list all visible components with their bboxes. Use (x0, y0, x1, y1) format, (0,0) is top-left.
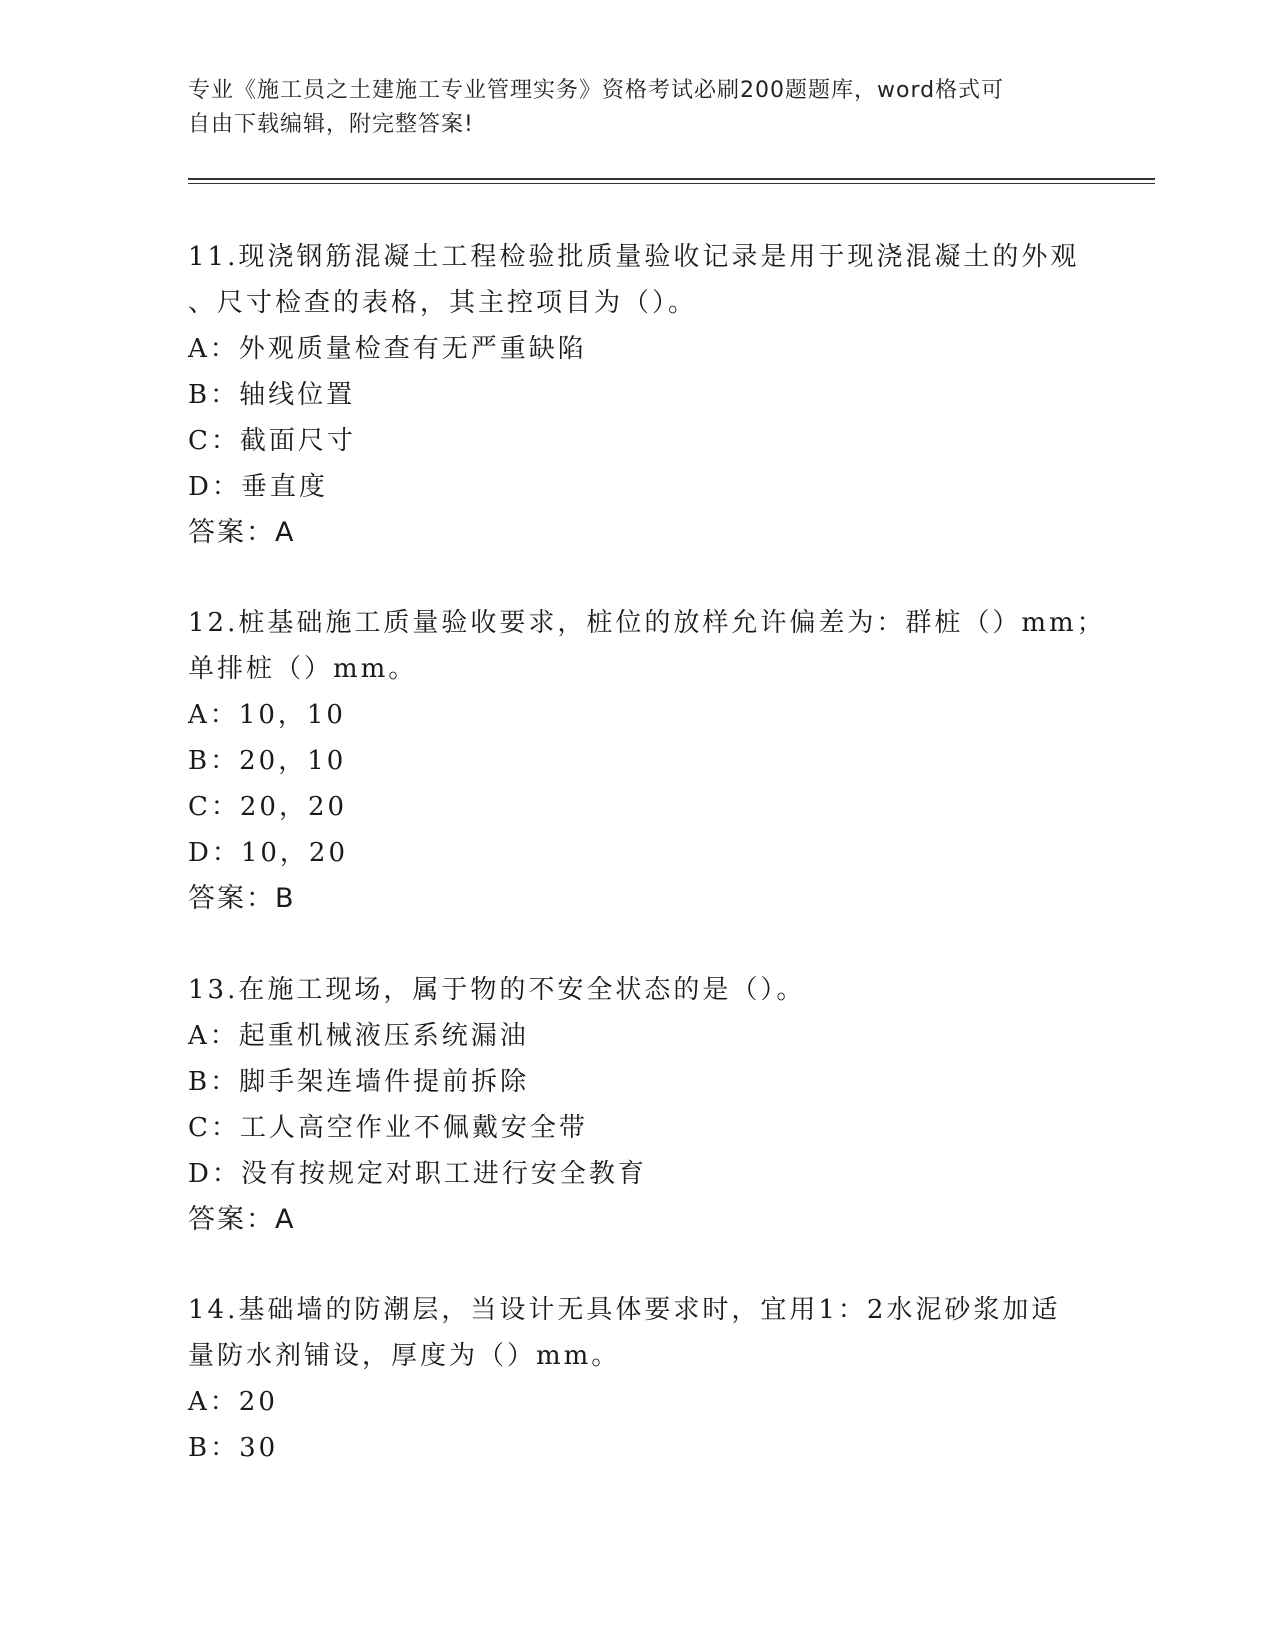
question-13 (188, 967, 1088, 1243)
header-line-1: 专业《施工员之土建施工专业管理实务》资格考试必刷200题题库，word格式可 (188, 78, 1005, 103)
header-line-2: 自由下载编辑，附完整答案! (188, 112, 474, 137)
question-stem-line: 12.桩基础施工质量验收要求，桩位的放样允许偏差为：群桩（）mm； (188, 608, 1106, 638)
option-b: B：轴线位置 (188, 380, 356, 410)
question-stem-line: 量防水剂铺设，厚度为（）mm。 (188, 1341, 621, 1371)
answer-label: 答案：A (188, 517, 296, 548)
question-11 (188, 234, 1088, 556)
option-b: B：30 (188, 1433, 279, 1463)
option-a: A：20 (188, 1387, 278, 1417)
header-divider-thin (188, 183, 1155, 184)
option-c: C：工人高空作业不佩戴安全带 (188, 1113, 588, 1143)
question-14 (188, 1287, 1088, 1471)
question-stem-line: 13.在施工现场，属于物的不安全状态的是（）。 (188, 975, 806, 1005)
question-stem-line: 单排桩（）mm。 (188, 654, 418, 684)
question-stem-line: 11.现浇钢筋混凝土工程检验批质量验收记录是用于现浇混凝土的外观 (188, 242, 1080, 272)
option-a: A：起重机械液压系统漏油 (188, 1021, 529, 1051)
option-c: C：20，20 (188, 792, 348, 822)
option-b: B：脚手架连墙件提前拆除 (188, 1067, 530, 1097)
option-a: A：外观质量检查有无严重缺陷 (188, 334, 587, 364)
option-a: A：10，10 (188, 700, 346, 730)
answer-label: 答案：A (188, 1204, 296, 1235)
question-stem-line: 14.基础墙的防潮层，当设计无具体要求时，宜用1：2水泥砂浆加适 (188, 1295, 1061, 1325)
answer-label: 答案：B (188, 883, 296, 914)
option-d: D：10，20 (188, 838, 349, 868)
option-d: D：垂直度 (188, 472, 328, 502)
question-12 (188, 600, 1106, 922)
option-c: C：截面尺寸 (188, 426, 356, 456)
question-stem-line: 、尺寸检查的表格，其主控项目为（）。 (188, 288, 698, 318)
option-d: D：没有按规定对职工进行安全教育 (188, 1159, 647, 1189)
option-b: B：20，10 (188, 746, 347, 776)
header-divider-thick (188, 178, 1155, 180)
document-header (188, 74, 1088, 142)
